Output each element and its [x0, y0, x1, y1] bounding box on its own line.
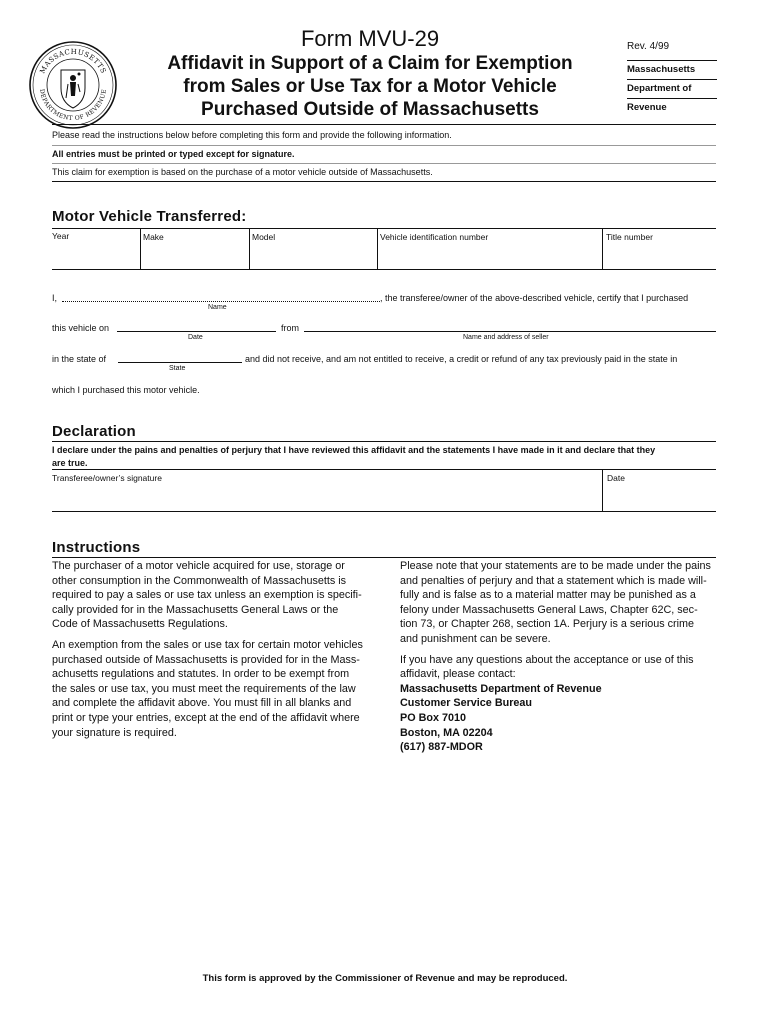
divider	[52, 145, 716, 146]
text-line: If you have any questions about the acceptance or use of this	[400, 653, 694, 666]
declaration-date-label: Date	[607, 473, 625, 483]
state-of-label: in the state of	[52, 354, 107, 364]
contact-line: Massachusetts Department of Revenue	[400, 682, 602, 695]
column-divider	[140, 229, 141, 269]
signature-field-label: Transferee/owner’s signature	[52, 473, 162, 483]
from-label: from	[281, 323, 299, 333]
instructions-column-1	[52, 559, 370, 740]
text-line: purchased outside of Massachusetts is provided for in the Mass-	[52, 653, 360, 666]
state-input[interactable]	[118, 362, 242, 363]
vehicle-table	[52, 229, 716, 270]
text-line: and complete the affidavit above. You must fill in all blanks and	[52, 697, 352, 710]
text-line: felony under Massachusetts General Laws, Chapter 62C, sec-	[400, 603, 698, 616]
svg-text:MASSACHUSETTS	[38, 48, 107, 75]
column-divider	[249, 229, 250, 269]
contact-line: Customer Service Bureau	[400, 697, 533, 710]
vehicle-vin-field[interactable]: Vehicle identification number	[380, 232, 489, 242]
seal-bottom-text: DEPARTMENT OF REVENUE	[37, 88, 108, 123]
transferee-name-input[interactable]	[62, 301, 380, 302]
instructions-paragraph-2	[52, 638, 370, 740]
department-line-1: Massachusetts	[627, 61, 717, 80]
which-purchased-text: which I purchased this motor vehicle.	[52, 385, 200, 395]
text-line: Please note that your statements are to be made under the pains	[400, 560, 711, 572]
text-line: achusetts regulations and statutes. In order to be exempt from	[52, 668, 350, 681]
vehicle-year-field[interactable]: Year	[52, 231, 70, 241]
text-line: tion 73, or Chapter 268, section 1A. Perjury is a serious crime	[400, 618, 695, 631]
revision-date: Rev. 4/99	[627, 40, 717, 61]
intro-line-1: Please read the instructions below before completing this form and provide the following information.	[52, 130, 452, 140]
form-number: Form MVU-29	[300, 26, 440, 51]
text-line: cally provided for in the Massachusetts General Laws or the	[52, 603, 339, 616]
form-title-block	[140, 26, 600, 121]
seller-caption: Name and address of seller	[463, 334, 549, 341]
contact-address-block	[400, 682, 716, 755]
seal-top-text: MASSACHUSETTS	[38, 47, 108, 75]
seller-name-address-input[interactable]	[304, 331, 716, 332]
divider	[52, 181, 716, 182]
text-line: Code of Massachusetts Regulations.	[52, 618, 228, 631]
form-title-line-2: from Sales or Use Tax for a Motor Vehicle	[183, 76, 557, 97]
vehicle-on-label: this vehicle on	[52, 323, 110, 333]
divider	[52, 163, 716, 164]
text-line: the sales or use tax, you must meet the requirements of the law	[52, 682, 356, 695]
certify-text: , the transferee/owner of the above-described vehicle, certify that I purchased	[380, 293, 689, 303]
declaration-date-input[interactable]	[603, 482, 716, 510]
divider	[52, 124, 716, 125]
intro-line-3: This claim for exemption is based on the purchase of a motor vehicle outside of Massachusetts.	[52, 167, 433, 177]
divider	[52, 441, 716, 442]
column-divider	[377, 229, 378, 269]
purchase-date-input[interactable]	[117, 331, 276, 332]
text-line: fully and is false as to a material matter may be punished as a	[400, 589, 696, 602]
intro-line-2: All entries must be printed or typed except for signature.	[52, 149, 295, 159]
form-title-line-3: Purchased Outside of Massachusetts	[201, 99, 539, 120]
text-line: your signature is required.	[52, 726, 177, 739]
contact-line: (617) 887-MDOR	[400, 741, 483, 754]
declaration-heading: Declaration	[52, 423, 136, 440]
instructions-paragraph-4	[400, 653, 716, 682]
instructions-paragraph-1	[52, 559, 370, 632]
text-line: print or type your entries, except at the end of the affidavit where	[52, 711, 360, 724]
text-line: affidavit, please contact:	[400, 668, 516, 681]
text-line: other consumption in the Commonwealth of Massachusetts is	[52, 574, 347, 587]
text-line: required to pay a sales or use tax unless an exemption is specifi-	[52, 589, 362, 602]
divider	[52, 469, 716, 470]
divider	[52, 511, 716, 512]
statement-i-label: I,	[52, 293, 58, 303]
name-caption: Name	[208, 304, 227, 311]
text-line: and punishment can be severe.	[400, 632, 551, 645]
vehicle-section-heading: Motor Vehicle Transferred:	[52, 208, 247, 225]
vehicle-make-field[interactable]: Make	[143, 232, 164, 242]
vehicle-title-number-field[interactable]: Title number	[606, 232, 653, 242]
contact-line: PO Box 7010	[400, 711, 467, 724]
instructions-heading: Instructions	[52, 539, 141, 556]
state-caption: State	[169, 365, 186, 372]
text-line: An exemption from the sales or use tax for certain motor vehicles	[52, 638, 363, 651]
contact-line: Boston, MA 02204	[400, 726, 493, 739]
column-divider	[602, 229, 603, 269]
department-line-3: Revenue	[627, 102, 667, 113]
revision-block	[627, 40, 717, 117]
declaration-text-line-1: I declare under the pains and penalties of perjury that I have reviewed this affidavit and the statements I have made in it and declare that they	[52, 445, 656, 455]
vehicle-model-field[interactable]: Model	[252, 232, 276, 242]
department-line-2: Department of	[627, 80, 717, 99]
divider	[52, 557, 716, 558]
signature-input[interactable]	[52, 482, 602, 510]
declaration-text-line-2: are true.	[52, 458, 88, 468]
footer-note: This form is approved by the Commissioner of Revenue and may be reproduced.	[202, 973, 568, 984]
date-caption: Date	[188, 334, 203, 341]
text-line: and penalties of perjury and that a statement which is made will-	[400, 574, 707, 587]
did-not-receive-text: and did not receive, and am not entitled to receive, a credit or refund of any tax previously paid in the state in	[245, 354, 678, 364]
form-title-line-1: Affidavit in Support of a Claim for Exemption	[167, 53, 573, 74]
department-seal-logo	[28, 40, 118, 130]
instructions-paragraph-3	[400, 559, 716, 647]
text-line: The purchaser of a motor vehicle acquired for use, storage or	[52, 560, 345, 572]
instructions-column-2	[400, 559, 716, 755]
